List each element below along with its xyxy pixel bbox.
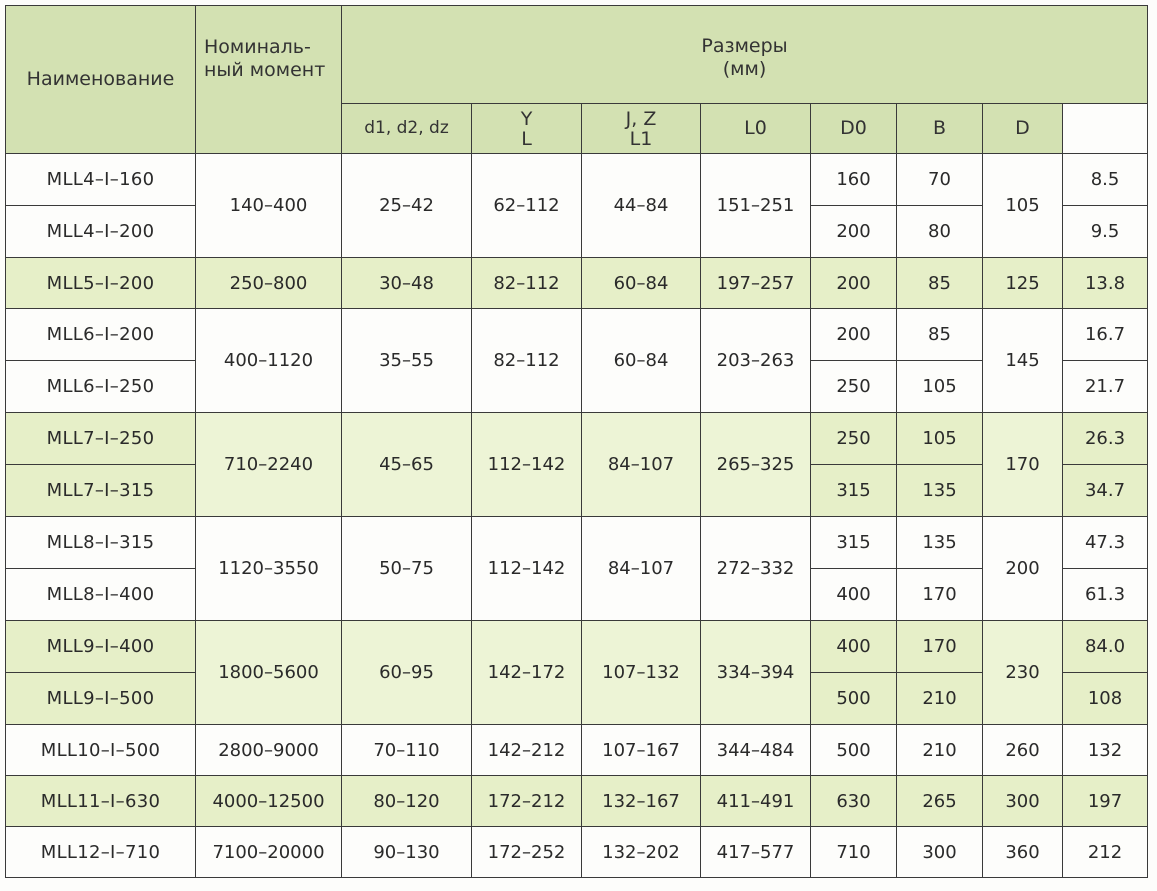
- header-d-col: [342, 104, 472, 154]
- cell-d0: 200: [811, 309, 897, 361]
- cell-d: 30–48: [342, 258, 472, 309]
- cell-name: MLL8–I–315: [6, 517, 196, 569]
- cell-l0: 272–332: [701, 517, 811, 621]
- cell-b: 300: [897, 827, 983, 878]
- cell-d0: 710: [811, 827, 897, 878]
- cell-torque: 710–2240: [196, 413, 342, 517]
- header-name: Наименование: [6, 6, 196, 154]
- cell-dd: 260: [983, 725, 1063, 776]
- cell-yl: 142–172: [472, 621, 582, 725]
- cell-name: MLL10–I–500: [6, 725, 196, 776]
- cell-yl: 82–112: [472, 309, 582, 413]
- cell-jz: 107–167: [582, 725, 701, 776]
- header-torque: [196, 6, 342, 154]
- cell-b: 210: [897, 725, 983, 776]
- header-jz-l1: [582, 104, 701, 154]
- cell-name: MLL9–I–400: [6, 621, 196, 673]
- cell-d0: 400: [811, 569, 897, 621]
- cell-d0: 250: [811, 413, 897, 465]
- cell-dd: 170: [983, 413, 1063, 517]
- cell-d0: 400: [811, 621, 897, 673]
- header-torque-text: Номиналь- ный момент: [204, 36, 326, 81]
- cell-weight: 108: [1063, 673, 1148, 725]
- header-d0: D0: [811, 104, 897, 154]
- header-y-l: [472, 104, 582, 154]
- cell-weight: 26.3: [1063, 413, 1148, 465]
- cell-b: 105: [897, 413, 983, 465]
- header-dimensions-unit: (мм): [722, 57, 767, 80]
- cell-weight: 61.3: [1063, 569, 1148, 621]
- cell-weight: 47.3: [1063, 517, 1148, 569]
- cell-l0: 344–484: [701, 725, 811, 776]
- cell-b: 170: [897, 569, 983, 621]
- cell-yl: 172–212: [472, 776, 582, 827]
- cell-l0: 197–257: [701, 258, 811, 309]
- cell-d0: 315: [811, 517, 897, 569]
- cell-b: 70: [897, 154, 983, 206]
- cell-weight: 13.8: [1063, 258, 1148, 309]
- cell-weight: 197: [1063, 776, 1148, 827]
- cell-weight: 34.7: [1063, 465, 1148, 517]
- cell-dd: 360: [983, 827, 1063, 878]
- cell-d: 60–95: [342, 621, 472, 725]
- header-dimensions: [342, 6, 1148, 104]
- cell-d: 70–110: [342, 725, 472, 776]
- header-b: B: [897, 104, 983, 154]
- cell-l0: 334–394: [701, 621, 811, 725]
- cell-b: 85: [897, 309, 983, 361]
- table-row: [6, 725, 1148, 776]
- header-l0: L0: [701, 104, 811, 154]
- cell-dd: 200: [983, 517, 1063, 621]
- cell-dd: 105: [983, 154, 1063, 258]
- spec-table: [5, 5, 1148, 878]
- cell-yl: 142–212: [472, 725, 582, 776]
- cell-b: 105: [897, 361, 983, 413]
- table-row: [6, 621, 1148, 673]
- table-row: [6, 154, 1148, 206]
- cell-yl: 82–112: [472, 258, 582, 309]
- cell-torque: 7100–20000: [196, 827, 342, 878]
- header-y: Y: [520, 107, 533, 130]
- cell-d0: 315: [811, 465, 897, 517]
- cell-l0: 203–263: [701, 309, 811, 413]
- cell-dd: 230: [983, 621, 1063, 725]
- cell-torque: 1800–5600: [196, 621, 342, 725]
- table-row: [6, 413, 1148, 465]
- cell-b: 170: [897, 621, 983, 673]
- cell-yl: 172–252: [472, 827, 582, 878]
- table-row: [6, 258, 1148, 309]
- cell-d0: 500: [811, 673, 897, 725]
- cell-d0: 630: [811, 776, 897, 827]
- cell-weight: 84.0: [1063, 621, 1148, 673]
- cell-d: 45–65: [342, 413, 472, 517]
- cell-jz: 44–84: [582, 154, 701, 258]
- header-jz: J, Z: [625, 107, 657, 130]
- cell-b: 210: [897, 673, 983, 725]
- cell-name: MLL11–I–630: [6, 776, 196, 827]
- cell-d0: 160: [811, 154, 897, 206]
- cell-jz: 60–84: [582, 258, 701, 309]
- cell-d: 35–55: [342, 309, 472, 413]
- table-row: [6, 517, 1148, 569]
- cell-name: MLL7–I–315: [6, 465, 196, 517]
- header-dimensions-title: Размеры: [701, 34, 788, 57]
- cell-jz: 132–167: [582, 776, 701, 827]
- cell-d0: 250: [811, 361, 897, 413]
- cell-d: 80–120: [342, 776, 472, 827]
- cell-d: 25–42: [342, 154, 472, 258]
- header-l: L: [521, 127, 532, 150]
- cell-name: MLL12–I–710: [6, 827, 196, 878]
- cell-jz: 84–107: [582, 517, 701, 621]
- cell-yl: 112–142: [472, 413, 582, 517]
- cell-l0: 417–577: [701, 827, 811, 878]
- cell-name: MLL7–I–250: [6, 413, 196, 465]
- cell-b: 80: [897, 206, 983, 258]
- cell-torque: 140–400: [196, 154, 342, 258]
- cell-d0: 200: [811, 258, 897, 309]
- cell-jz: 60–84: [582, 309, 701, 413]
- cell-weight: 9.5: [1063, 206, 1148, 258]
- table-row: [6, 827, 1148, 878]
- cell-b: 135: [897, 465, 983, 517]
- header-l1: L1: [629, 127, 653, 150]
- cell-weight: 212: [1063, 827, 1148, 878]
- cell-yl: 112–142: [472, 517, 582, 621]
- cell-name: MLL6–I–200: [6, 309, 196, 361]
- table-row: [6, 776, 1148, 827]
- cell-torque: 4000–12500: [196, 776, 342, 827]
- cell-name: MLL9–I–500: [6, 673, 196, 725]
- cell-b: 135: [897, 517, 983, 569]
- cell-name: MLL8–I–400: [6, 569, 196, 621]
- cell-weight: 8.5: [1063, 154, 1148, 206]
- cell-jz: 107–132: [582, 621, 701, 725]
- cell-torque: 1120–3550: [196, 517, 342, 621]
- cell-dd: 300: [983, 776, 1063, 827]
- cell-dd: 145: [983, 309, 1063, 413]
- cell-d: 50–75: [342, 517, 472, 621]
- cell-name: MLL4–I–200: [6, 206, 196, 258]
- cell-name: MLL5–I–200: [6, 258, 196, 309]
- cell-weight: 16.7: [1063, 309, 1148, 361]
- cell-l0: 151–251: [701, 154, 811, 258]
- cell-name: MLL6–I–250: [6, 361, 196, 413]
- cell-d0: 500: [811, 725, 897, 776]
- cell-dd: 125: [983, 258, 1063, 309]
- cell-l0: 265–325: [701, 413, 811, 517]
- cell-weight: 21.7: [1063, 361, 1148, 413]
- cell-l0: 411–491: [701, 776, 811, 827]
- cell-b: 265: [897, 776, 983, 827]
- cell-torque: 250–800: [196, 258, 342, 309]
- cell-jz: 84–107: [582, 413, 701, 517]
- cell-torque: 400–1120: [196, 309, 342, 413]
- cell-d0: 200: [811, 206, 897, 258]
- cell-b: 85: [897, 258, 983, 309]
- cell-d: 90–130: [342, 827, 472, 878]
- cell-torque: 2800–9000: [196, 725, 342, 776]
- cell-weight: 132: [1063, 725, 1148, 776]
- header-d: D: [983, 104, 1063, 154]
- cell-name: MLL4–I–160: [6, 154, 196, 206]
- coupling-spec-table: [5, 5, 1147, 888]
- cell-yl: 62–112: [472, 154, 582, 258]
- cell-jz: 132–202: [582, 827, 701, 878]
- header-d-col-text: d1, d2, dz: [364, 118, 449, 138]
- table-row: [6, 309, 1148, 361]
